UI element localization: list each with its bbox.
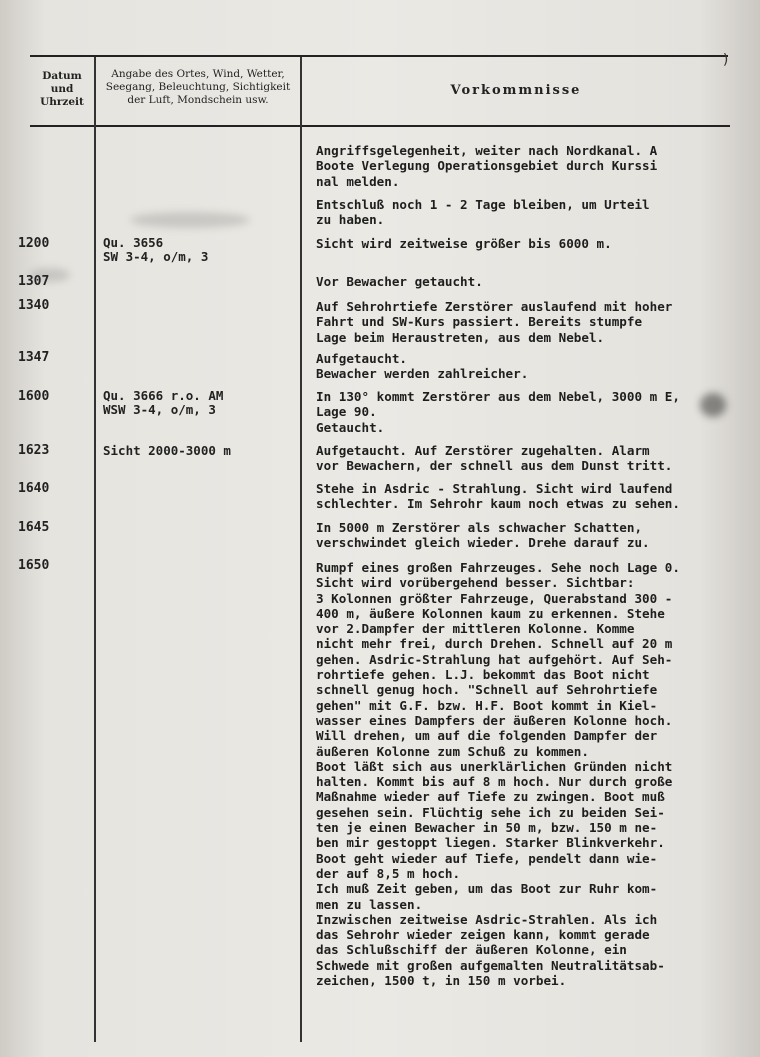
entry-text: Vor Bewacher getaucht. — [316, 274, 483, 289]
entry-time: 1307 — [18, 274, 50, 289]
entry-time: 1640 — [18, 481, 50, 496]
entry-text: Sicht wird zeitweise größer bis 6000 m. — [316, 236, 612, 251]
header-date-line-2: und — [50, 83, 74, 95]
page-edge-mark: ) — [721, 52, 730, 68]
entry-time: 1645 — [18, 520, 50, 535]
entry-time: 1600 — [18, 389, 50, 404]
header-date-line-1: Datum — [42, 70, 82, 82]
entry-text: Stehe in Asdric - Strahlung. Sicht wird laufend schlechter. Im Sehrohr kaum noch etwas zu sehen. — [316, 481, 680, 512]
header-events: Vorkommnisse — [450, 83, 582, 98]
entry-time: 1340 — [18, 298, 50, 313]
header-date-line-3: Uhrzeit — [40, 96, 84, 108]
entry-text: Aufgetaucht. Auf Zerstörer zugehalten. Alarm vor Bewachern, der schnell aus dem Dunst tritt. — [316, 443, 673, 474]
entry-text: Rumpf eines großen Fahrzeuges. Sehe noch Lage 0. Sicht wird vorübergehend besser. Sichtbar: 3 Kolonnen größter Fahrzeuge, Querabstand 300 - 400 m, äußere Kolonnen kaum zu erkennen. Stehe vor 2.Dampfer der mittleren Kolonne. Komme nicht mehr frei, durch Drehen. Schnell auf 20 m gehen. Asdric-Strahlung hat aufgehört. Auf Seh- rohrtiefe gehen. L.J. bekommt das Boot nicht schnell genug hoch. "Schnell auf Sehrohrtiefe gehen" mit G.F. bzw. H.F. Boot kommt in Kiel- wasser eines Dampfers der äußeren Kolonne hoch. Will drehen, um auf die folgenden Dampfer der äußeren Kolonne zum Schuß zu kommen. Boot läßt sich aus unerklärlichen Gründen nicht halten. Kommt bis auf 8 m hoch. Nur durch große Maßnahme wieder auf Tiefe zu zwingen. Boot muß gesehen sein. Flüchtig sehe ich zu beiden Sei- ten je einen Bewacher in 50 m, bzw. 150 m ne- ben mir gestoppt liegen. Starker Blinkverkehr. Boot geht wieder auf Tiefe, pendelt dann wie- der auf 8,5 m hoch. Ich muß Zeit geben, um das Boot zur Ruhr kom- men zu lassen. Inzwischen zeitweise Asdric-Strahlen. Als ich das Sehrohr wieder zeigen kann, kommt gerade das Schlußschiff der äußeren Kolonne, ein Schwede mit großen aufgemalten Neutralitätsab- zeichen, 1500 t, in 150 m vorbei. — [316, 560, 680, 989]
entry-location: Qu. 3666 r.o. AM WSW 3-4, o/m, 3 — [103, 388, 224, 417]
header-location-line-2: Seegang, Beleuchtung, Sichtigkeit — [105, 81, 291, 93]
col-divider-1 — [94, 57, 96, 1042]
scan-smudge — [130, 212, 250, 228]
entry-text: Auf Sehrohrtiefe Zerstörer auslaufend mit hoher Fahrt und SW-Kurs passiert. Bereits stumpfe Lage beim Heraustreten, aus dem Nebel. — [316, 299, 673, 345]
header-date-time — [32, 70, 92, 109]
header-location-line-1: Angabe des Ortes, Wind, Wetter, — [111, 68, 285, 80]
scan-smudge — [700, 393, 726, 417]
top-rule — [30, 55, 728, 57]
header-location-line-3: der Luft, Mondschein usw. — [127, 94, 269, 106]
entry-text: Aufgetaucht. Bewacher werden zahlreicher. — [316, 351, 529, 382]
entry-time: 1623 — [18, 443, 50, 458]
entry-location: Qu. 3656 SW 3-4, o/m, 3 — [103, 235, 209, 264]
entry-time: 1200 — [18, 236, 50, 251]
entry-text: In 5000 m Zerstörer als schwacher Schatten, verschwindet gleich wieder. Drehe darauf zu. — [316, 520, 650, 551]
entry-text: Entschluß noch 1 - 2 Tage bleiben, um Urteil zu haben. — [316, 197, 650, 228]
entry-text: In 130° kommt Zerstörer aus dem Nebel, 3000 m E, Lage 90. Getaucht. — [316, 389, 680, 435]
entry-location: Sicht 2000-3000 m — [103, 443, 231, 458]
entry-time: 1650 — [18, 558, 50, 573]
entry-text: Angriffsgelegenheit, weiter nach Nordkanal. A Boote Verlegung Operationsgebiet durch Kurssi nal melden. — [316, 143, 658, 189]
header-rule — [30, 125, 730, 127]
col-divider-2 — [300, 57, 302, 1042]
scan-smudge — [30, 268, 70, 282]
header-location-conditions — [98, 68, 298, 107]
entry-time: 1347 — [18, 350, 50, 365]
